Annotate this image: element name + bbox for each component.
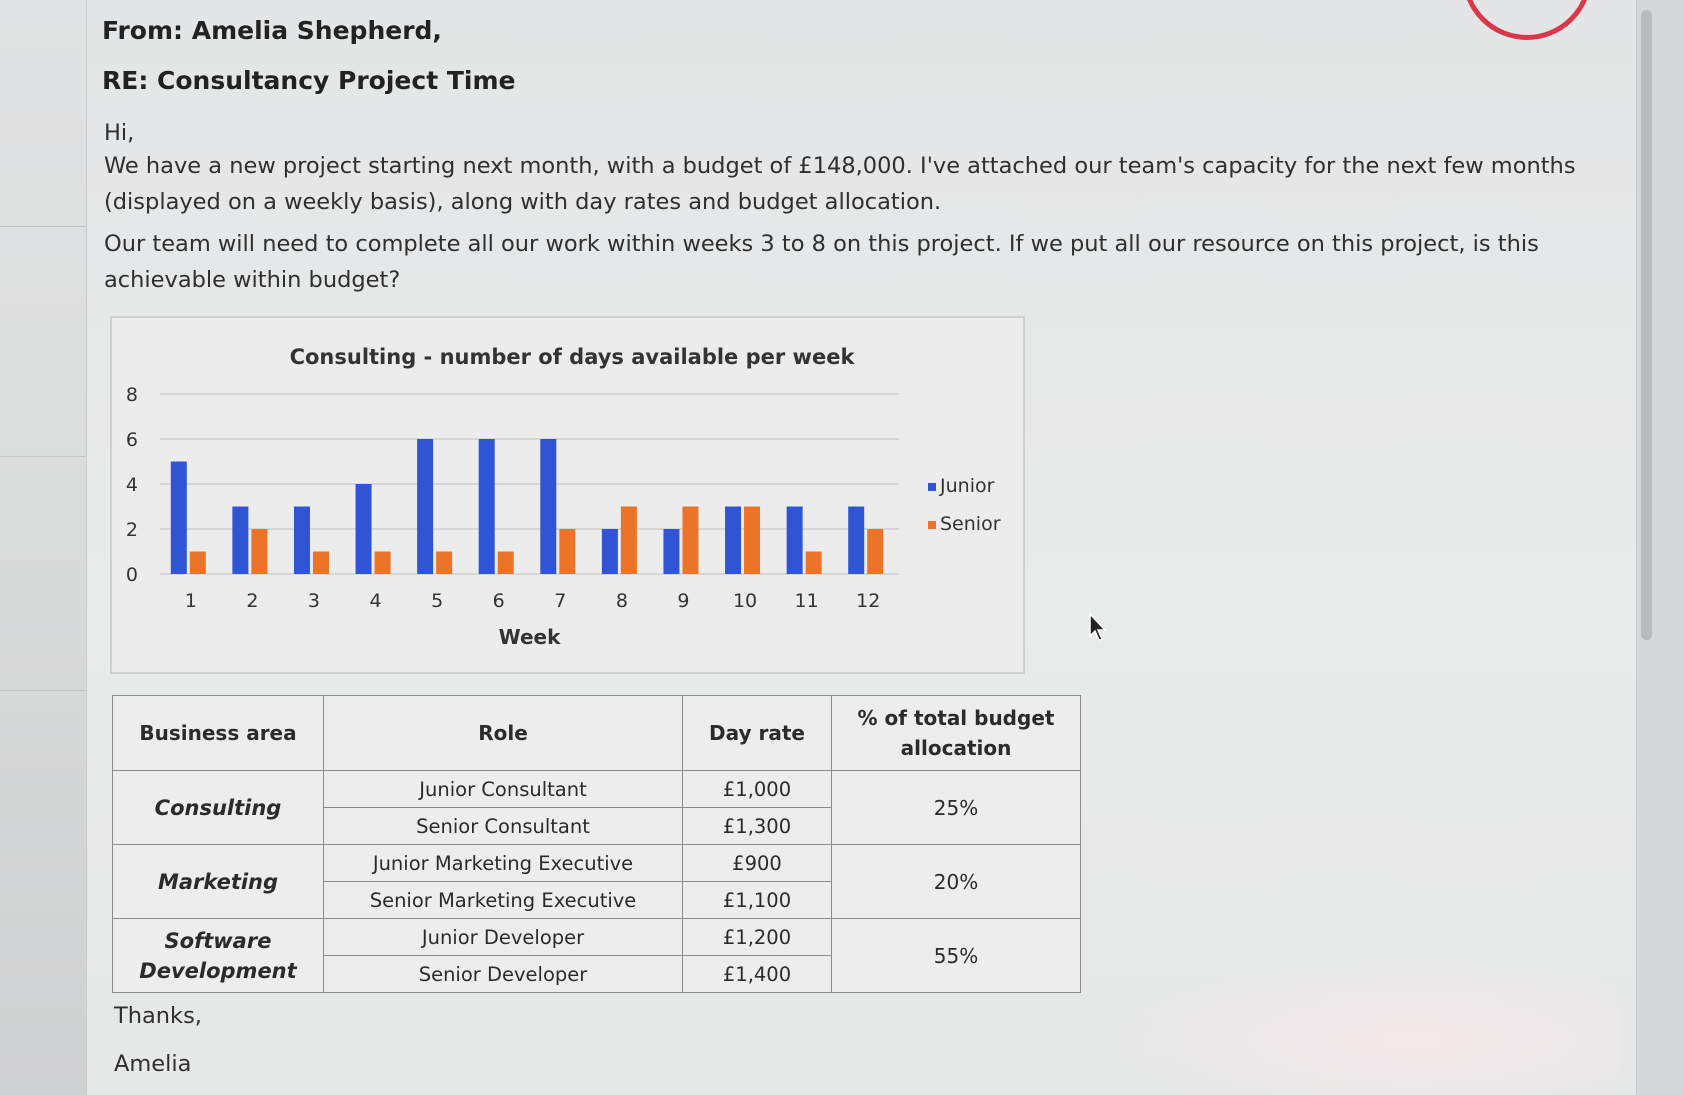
email-paragraph-2: Our team will need to complete all our work within weeks 3 to 8 on this project. If we put all our resource on this project, is this achievable within budget? <box>104 231 1539 293</box>
email-subject-line: RE: Consultancy Project Time <box>102 66 516 95</box>
y-tick-label: 8 <box>125 384 138 406</box>
cell-day-rate: £1,200 <box>683 919 832 956</box>
cell-day-rate: £1,400 <box>683 956 832 993</box>
bar-junior <box>725 507 741 575</box>
legend-swatch-junior <box>928 483 936 491</box>
bar-senior <box>190 552 206 575</box>
scrollbar-thumb[interactable] <box>1641 10 1652 640</box>
email-signature: Amelia <box>114 1051 192 1077</box>
x-tick-label: 11 <box>794 590 819 612</box>
bar-junior <box>848 507 864 575</box>
bar-senior <box>682 507 698 575</box>
email-from-line: From: Amelia Shepherd, <box>102 16 442 45</box>
x-tick-label: 12 <box>856 590 881 612</box>
y-tick-label: 4 <box>125 474 138 496</box>
cell-day-rate: £1,000 <box>683 771 832 808</box>
bar-junior <box>356 484 372 574</box>
table-row <box>113 771 1081 808</box>
screen-glare <box>1100 960 1620 1095</box>
x-tick-label: 6 <box>492 590 505 612</box>
legend-label-junior: Junior <box>940 475 995 497</box>
gutter-divider <box>0 226 88 227</box>
capacity-chart-svg <box>112 318 1027 676</box>
bar-junior <box>479 439 495 574</box>
email-thanks: Thanks, <box>114 1003 202 1029</box>
email-greeting: Hi, <box>104 120 135 146</box>
cell-role: Senior Consultant <box>324 808 683 845</box>
cell-budget-allocation: 20% <box>832 845 1081 919</box>
bar-senior <box>375 552 391 575</box>
cell-day-rate: £900 <box>683 845 832 882</box>
bar-senior <box>251 529 267 574</box>
bar-senior <box>313 552 329 575</box>
table-header-row <box>113 696 1081 771</box>
y-tick-label: 2 <box>125 519 138 541</box>
legend-label-senior: Senior <box>940 513 1001 535</box>
cell-role: Junior Consultant <box>324 771 683 808</box>
bar-senior <box>867 529 883 574</box>
bar-senior <box>498 552 514 575</box>
header-business-area: Business area <box>113 696 324 771</box>
cell-business-area: Software Development <box>113 919 324 993</box>
bar-senior <box>621 507 637 575</box>
x-tick-label: 3 <box>307 590 321 612</box>
bar-senior <box>806 552 822 575</box>
y-tick-label: 0 <box>125 564 138 586</box>
bar-junior <box>294 507 310 575</box>
cell-role: Junior Developer <box>324 919 683 956</box>
bar-junior <box>787 507 803 575</box>
header-role: Role <box>324 696 683 771</box>
gutter-divider <box>0 456 88 457</box>
x-tick-label: 4 <box>369 590 382 612</box>
x-tick-label: 5 <box>431 590 444 612</box>
x-axis-label: Week <box>498 625 561 649</box>
table-row <box>113 919 1081 956</box>
bar-junior <box>232 507 248 575</box>
x-tick-label: 8 <box>615 590 628 612</box>
capacity-chart <box>110 316 1025 674</box>
cell-business-area: Consulting <box>113 771 324 845</box>
x-tick-label: 1 <box>184 590 197 612</box>
cell-budget-allocation: 55% <box>832 919 1081 993</box>
x-tick-label: 10 <box>732 590 758 612</box>
x-tick-label: 9 <box>677 590 690 612</box>
y-tick-label: 6 <box>125 429 138 451</box>
cell-budget-allocation: 25% <box>832 771 1081 845</box>
x-tick-label: 2 <box>246 590 259 612</box>
mouse-cursor-icon <box>1088 612 1108 642</box>
budget-table <box>112 695 1081 993</box>
bar-senior <box>744 507 760 575</box>
bar-junior <box>171 462 187 575</box>
cell-role: Senior Developer <box>324 956 683 993</box>
x-tick-label: 7 <box>554 590 567 612</box>
chart-title: Consulting - number of days available per week <box>289 345 855 369</box>
table-row <box>113 845 1081 882</box>
cell-role: Junior Marketing Executive <box>324 845 683 882</box>
cell-day-rate: £1,100 <box>683 882 832 919</box>
bar-junior <box>602 529 618 574</box>
header-budget-allocation: % of total budget allocation <box>832 696 1081 771</box>
gutter-divider <box>0 690 88 691</box>
header-day-rate: Day rate <box>683 696 832 771</box>
cell-business-area: Marketing <box>113 845 324 919</box>
bar-junior <box>540 439 556 574</box>
bar-junior <box>663 529 679 574</box>
bar-senior <box>436 552 452 575</box>
bar-junior <box>417 439 433 574</box>
cell-day-rate: £1,300 <box>683 808 832 845</box>
legend-swatch-senior <box>928 521 936 529</box>
bar-senior <box>559 529 575 574</box>
cell-role: Senior Marketing Executive <box>324 882 683 919</box>
email-paragraph-1: We have a new project starting next month, with a budget of £148,000. I've attached our team's capacity for the next few months (displayed on a weekly basis), along with day rates and budget allocation. <box>104 153 1576 215</box>
left-sidebar-gutter <box>0 0 95 1095</box>
